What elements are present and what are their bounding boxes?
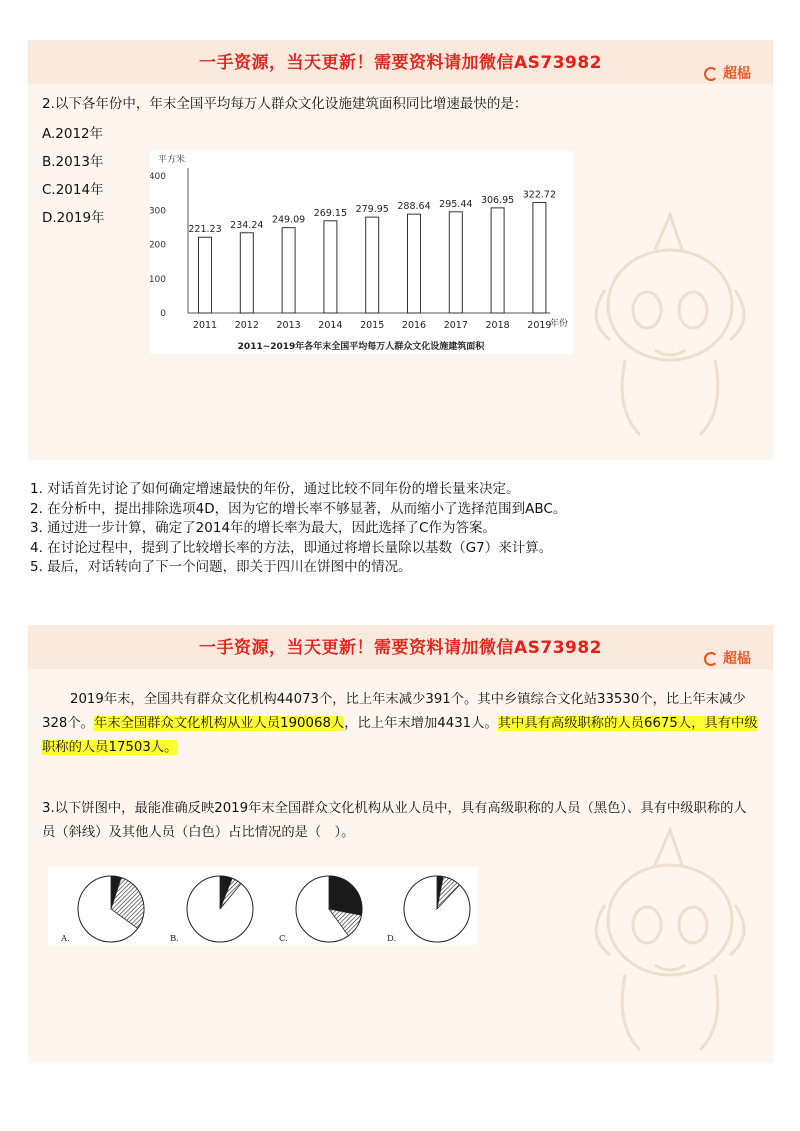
top-banner bbox=[28, 40, 773, 84]
data-passage bbox=[42, 688, 758, 760]
x-tick-label: 2016 bbox=[401, 320, 427, 331]
passage-text: 2019年末，全国共有群众文化机构44073个，比上年末减少391个。其中乡镇综合文化站33530个，比上年末减少328个。 bbox=[42, 692, 746, 731]
summary-item: 2. 在分析中，提出排除选项4D，因为它的增长率不够显著，从而缩小了选择范围到ABC。 bbox=[30, 500, 567, 517]
x-axis-unit: 年份 bbox=[550, 319, 569, 329]
summary-item: 3. 通过进一步计算，确定了2014年的增长率为最大，因此选择了C作为答案。 bbox=[30, 520, 496, 536]
brand-g-icon bbox=[704, 652, 718, 666]
summary-item: 4. 在讨论过程中，提到了比较增长率的方法，即通过将增长量除以基数（G7）来计算。 bbox=[30, 539, 553, 556]
y-tick-label: 100 bbox=[150, 274, 166, 285]
bar bbox=[533, 202, 546, 313]
pie-option-label: B. bbox=[170, 934, 179, 944]
bar bbox=[408, 214, 421, 313]
question-3-text: 3.以下饼图中，最能准确反映2019年末全国群众文化机构从业人员中，具有高级职称的人员（黑色）、具有中级职称的人员（斜线）及其他人员（白色）占比情况的是（ ）。 bbox=[42, 801, 747, 840]
y-tick-label: 200 bbox=[150, 240, 166, 251]
x-tick-label: 2018 bbox=[485, 320, 510, 331]
bar-value-label: 322.72 bbox=[522, 189, 557, 201]
y-tick-label: 0 bbox=[160, 309, 166, 319]
bar bbox=[199, 237, 212, 313]
banner-text: 一手资源，当天更新！需要资料请加微信AS73982 bbox=[198, 53, 603, 73]
pie-option-label: C. bbox=[279, 934, 288, 944]
y-axis-unit: 平方米 bbox=[158, 155, 186, 165]
slide-question-2 bbox=[28, 40, 773, 460]
passage-highlight: 其中具有高级职称的人员6675人，具有中级职称的人员17503人。 bbox=[42, 716, 758, 755]
bar-value-label: 295.44 bbox=[439, 198, 473, 210]
summary-item: 1. 对话首先讨论了如何确定增速最快的年份，通过比较不同年份的增长量来决定。 bbox=[30, 481, 520, 497]
x-tick-label: 2014 bbox=[318, 320, 343, 331]
bar bbox=[366, 217, 379, 313]
bar-value-label: 234.24 bbox=[230, 219, 264, 231]
banner-text: 一手资源，当天更新！需要资料请加微信AS73982 bbox=[198, 638, 603, 658]
bar-chart bbox=[150, 151, 573, 354]
bar bbox=[324, 221, 337, 313]
bar-value-label: 288.64 bbox=[397, 201, 431, 213]
option-b[interactable]: B.2013年 bbox=[42, 154, 104, 170]
passage-highlight: 年末全国群众文化机构从业人员190068人 bbox=[93, 716, 345, 731]
bar-chart-svg bbox=[150, 151, 573, 354]
x-tick-label: 2013 bbox=[276, 320, 301, 331]
bar-value-label: 269.15 bbox=[313, 207, 348, 219]
option-d[interactable]: D.2019年 bbox=[42, 210, 105, 226]
brand-text: 超榀 bbox=[723, 66, 751, 82]
option-a[interactable]: A.2012年 bbox=[42, 126, 104, 142]
bar-value-label: 221.23 bbox=[188, 224, 222, 236]
top-banner bbox=[28, 625, 773, 669]
bar bbox=[282, 228, 295, 313]
bar-value-label: 306.95 bbox=[480, 194, 515, 206]
pie-option-label: A. bbox=[61, 934, 70, 944]
option-c[interactable]: C.2014年 bbox=[42, 182, 104, 198]
mascot-watermark-icon bbox=[585, 210, 755, 440]
brand-g-icon bbox=[704, 67, 718, 81]
chart-title: 2011~2019年各年末全国平均每万人群众文化设施建筑面积 bbox=[237, 342, 485, 352]
bar bbox=[240, 233, 253, 313]
brand-text: 超榀 bbox=[723, 651, 751, 667]
passage-text: ，比上年末增加4431人。 bbox=[344, 716, 498, 731]
brand-logo bbox=[704, 63, 751, 83]
y-tick-label: 400 bbox=[150, 172, 166, 182]
summary-item: 5. 最后，对话转向了下一个问题，即关于四川在饼图中的情况。 bbox=[30, 559, 412, 575]
question-2-text: 2.以下各年份中，年末全国平均每万人群众文化设施建筑面积同比增速最快的是： bbox=[42, 96, 528, 112]
discussion-summary bbox=[30, 480, 566, 578]
bar-value-label: 279.95 bbox=[355, 204, 389, 216]
x-tick-label: 2019 bbox=[527, 320, 552, 331]
bar bbox=[449, 212, 462, 313]
x-tick-label: 2017 bbox=[443, 320, 468, 331]
bar bbox=[491, 208, 504, 313]
x-tick-label: 2012 bbox=[234, 320, 259, 331]
x-tick-label: 2011 bbox=[192, 320, 218, 331]
mascot-watermark-icon bbox=[585, 825, 755, 1055]
pie-options bbox=[48, 867, 478, 945]
bar-value-label: 249.09 bbox=[271, 214, 306, 226]
pie-option-label: D. bbox=[387, 934, 397, 944]
x-tick-label: 2015 bbox=[360, 320, 385, 331]
pie-options-svg bbox=[48, 867, 478, 945]
pie-slice-black bbox=[329, 876, 362, 915]
brand-logo bbox=[704, 648, 751, 668]
slide-question-3 bbox=[28, 625, 773, 1063]
y-tick-label: 300 bbox=[150, 206, 166, 217]
